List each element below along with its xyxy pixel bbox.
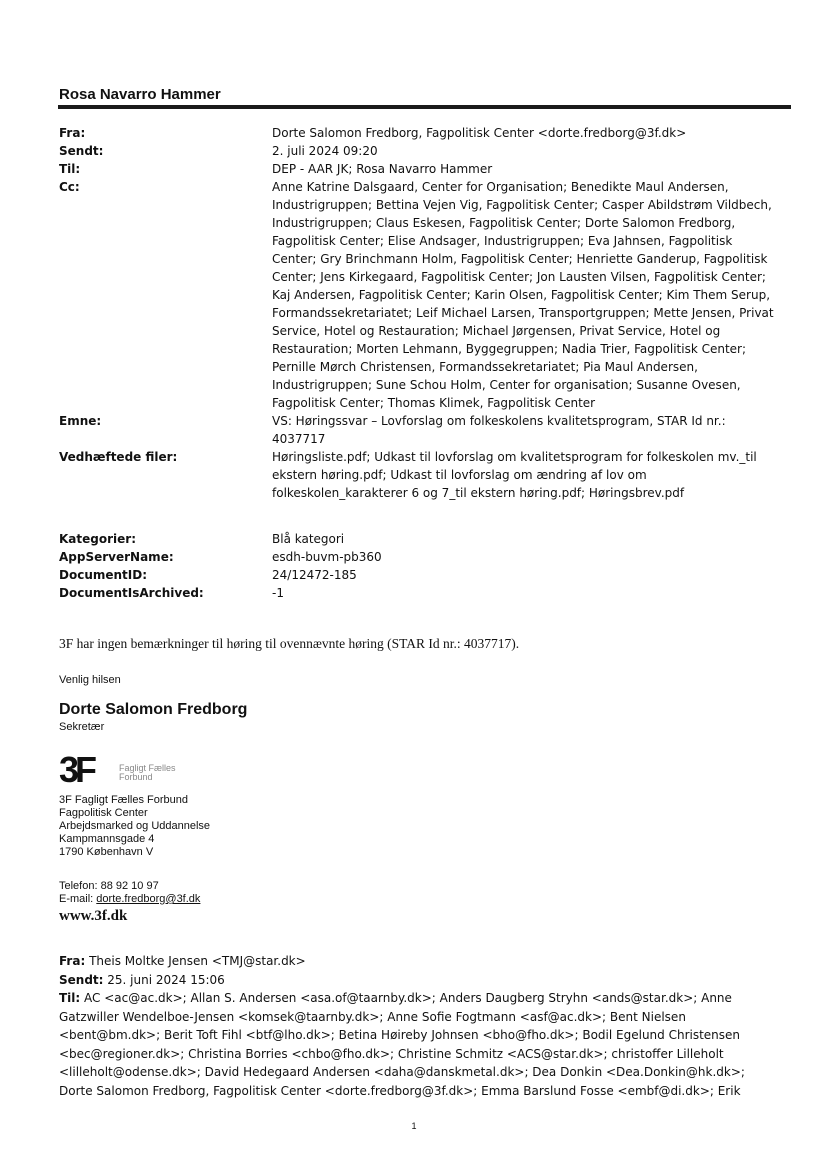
document-id-value: 24/12472-185 bbox=[272, 568, 357, 582]
sent-row bbox=[59, 142, 794, 160]
phone-line bbox=[59, 880, 200, 893]
logo-text-line: Forbund bbox=[119, 772, 153, 782]
fw-to-label: Til: bbox=[59, 991, 81, 1005]
signature-name: Dorte Salomon Fredborg bbox=[59, 701, 248, 718]
cc-line: Center; Jens Kirkegaard, Fagpolitisk Center; Jon Lausten Vilsen, Fagpolitisk Center; bbox=[272, 270, 766, 284]
signature-contact bbox=[59, 880, 200, 906]
sent-label: Sendt: bbox=[59, 144, 104, 158]
attachments-line: Høringsliste.pdf; Udkast til lovforslag om kvalitetsprogram for folkeskolen mv._til bbox=[272, 450, 757, 464]
subject-label: Emne: bbox=[59, 414, 102, 428]
phone-value: 88 92 10 97 bbox=[100, 880, 159, 892]
email-label: E-mail: bbox=[59, 893, 94, 905]
cc-line: Center; Gry Brinchmann Holm, Fagpolitisk Center; Henriette Ganderup, Fagpolitisk bbox=[272, 252, 768, 266]
subject-line: VS: Høringssvar – Lovforslag om folkeskolens kvalitetsprogram, STAR Id nr.: bbox=[272, 414, 726, 428]
signature-address bbox=[59, 794, 210, 859]
cc-line: Service, Hotel og Restauration; Michael Jørgensen, Privat Service, Hotel og bbox=[272, 324, 721, 338]
document-metadata bbox=[59, 530, 794, 602]
cc-line: Anne Katrine Dalsgaard, Center for Organisation; Benedikte Maul Andersen, bbox=[272, 180, 729, 194]
fw-sent-value: 25. juni 2024 15:06 bbox=[107, 972, 225, 987]
cc-line: Industrigruppen; Sune Schou Holm, Center for organisation; Susanne Ovesen, bbox=[272, 378, 741, 392]
fw-to-line: Dorte Salomon Fredborg, Fagpolitisk Center <dorte.fredborg@3f.dk>; Emma Barslund Fosse <embf@di.dk>; Erik bbox=[59, 1083, 741, 1098]
from-value: Dorte Salomon Fredborg, Fagpolitisk Center <dorte.fredborg@3f.dk> bbox=[272, 126, 687, 140]
subject-line: 4037717 bbox=[272, 432, 326, 446]
appserver-value: esdh-buvm-pb360 bbox=[272, 550, 382, 564]
cc-line: Kaj Andersen, Fagpolitisk Center; Karin Olsen, Fagpolitisk Center; Kim Them Serup, bbox=[272, 288, 771, 302]
mailbox-owner-name: Rosa Navarro Hammer bbox=[59, 86, 221, 103]
logo-mark: 3F bbox=[59, 749, 94, 790]
cc-line: Formandssekretariatet; Leif Michael Larsen, Transportgruppen; Mette Jensen, Privat bbox=[272, 306, 774, 320]
to-label: Til: bbox=[59, 162, 81, 176]
fw-to-line: Gatzwiller Wendelboe-Jensen <komsek@taarnby.dk>; Anne Sofie Fogtmann <asf@ac.dk>; Bent Nielsen bbox=[59, 1009, 686, 1024]
sent-value: 2. juli 2024 09:20 bbox=[272, 144, 378, 158]
3f-logo bbox=[59, 749, 199, 790]
cc-line: Restauration; Morten Lehmann, Byggegruppen; Nadia Trier, Fagpolitisk Center; bbox=[272, 342, 747, 356]
address-line: 1790 København V bbox=[59, 846, 154, 858]
fw-from-value: Theis Moltke Jensen <TMJ@star.dk> bbox=[89, 954, 306, 968]
address-line: Fagpolitisk Center bbox=[59, 807, 148, 819]
cc-line: Pernille Mørch Christensen, Formandssekretariatet; Pia Maul Andersen, bbox=[272, 360, 698, 374]
category-label: Kategorier: bbox=[59, 532, 136, 546]
attachments-row bbox=[59, 448, 794, 502]
cc-line: Fagpolitisk Center; Thomas Klimek, Fagpolitisk Center bbox=[272, 396, 596, 410]
page-number: 1 bbox=[411, 1121, 417, 1131]
website-link[interactable]: www.3f.dk bbox=[59, 908, 128, 924]
attachments-line: ekstern høring.pdf; Udkast til lovforslag om ændring af lov om bbox=[272, 468, 647, 482]
address-line: Kampmannsgade 4 bbox=[59, 833, 155, 845]
from-row bbox=[59, 124, 794, 142]
phone-label: Telefon: bbox=[59, 880, 98, 892]
logo-text-line: Fagligt Fælles bbox=[119, 763, 176, 773]
archived-label: DocumentIsArchived: bbox=[59, 586, 204, 600]
attachments-line: folkeskolen_karakterer 6 og 7_til ekstern høring.pdf; Høringsbrev.pdf bbox=[272, 486, 685, 500]
email-header bbox=[59, 124, 794, 502]
fw-to-line: <bent@bm.dk>; Berit Toft Fihl <btf@lho.dk>; Betina Høireby Johnsen <bho@fho.dk>; Bodil Egelund Christensen bbox=[59, 1028, 741, 1042]
email-line bbox=[59, 893, 200, 906]
from-label: Fra: bbox=[59, 126, 86, 140]
appserver-row bbox=[59, 548, 794, 566]
category-value: Blå kategori bbox=[272, 532, 345, 546]
message-body: 3F har ingen bemærkninger til høring til ovennævnte høring (STAR Id nr.: 4037717). bbox=[59, 636, 520, 651]
archived-row bbox=[59, 584, 794, 602]
cc-line: Industrigruppen; Claus Eskesen, Fagpolitisk Center; Dorte Salomon Fredborg, bbox=[272, 216, 736, 230]
archived-value: -1 bbox=[272, 586, 284, 600]
to-row bbox=[59, 160, 794, 178]
email-link[interactable]: dorte.fredborg@3f.dk bbox=[96, 893, 201, 905]
attachments-label: Vedhæftede filer: bbox=[59, 450, 178, 464]
cc-label: Cc: bbox=[59, 180, 80, 194]
address-line: Arbejdsmarked og Uddannelse bbox=[59, 820, 211, 832]
appserver-label: AppServerName: bbox=[59, 550, 174, 564]
fw-from-label: Fra: bbox=[59, 954, 86, 968]
logo-text bbox=[119, 764, 176, 782]
fw-from-row bbox=[59, 952, 794, 971]
address-line: 3F Fagligt Fælles Forbund bbox=[59, 794, 188, 806]
signature-title: Sekretær bbox=[59, 721, 105, 733]
document-id-row bbox=[59, 566, 794, 584]
header-rule bbox=[58, 105, 791, 109]
fw-to-line: <lilleholt@odense.dk>; David Hedegaard Andersen <daha@danskmetal.dk>; Dea Donkin <Dea.Donkin@hk.dk>; bbox=[59, 1065, 745, 1079]
greeting: Venlig hilsen bbox=[59, 674, 121, 686]
cc-value bbox=[272, 178, 794, 412]
to-value: DEP - AAR JK; Rosa Navarro Hammer bbox=[272, 162, 493, 176]
attachments-value bbox=[272, 448, 794, 502]
cc-line: Fagpolitisk Center; Elise Andsager, Industrigruppen; Eva Jahnsen, Fagpolitisk bbox=[272, 234, 733, 248]
cc-line: Industrigruppen; Bettina Vejen Vig, Fagpolitisk Center; Casper Abildstrøm Vildbech, bbox=[272, 198, 772, 212]
fw-to-line: AC <ac@ac.dk>; Allan S. Andersen <asa.of@taarnby.dk>; Anders Daugberg Stryhn <ands@star.dk>; Anne bbox=[84, 991, 732, 1005]
fw-sent-row bbox=[59, 971, 794, 990]
fw-sent-label: Sendt: bbox=[59, 972, 104, 987]
subject-row bbox=[59, 412, 794, 448]
cc-row bbox=[59, 178, 794, 412]
category-row bbox=[59, 530, 794, 548]
subject-value bbox=[272, 412, 794, 448]
document-id-label: DocumentID: bbox=[59, 568, 148, 582]
fw-to-line: <bec@regioner.dk>; Christina Borries <chbo@fho.dk>; Christine Schmitz <ACS@star.dk>; christoffer Lilleholt bbox=[59, 1046, 724, 1061]
fw-to-row bbox=[59, 989, 794, 1008]
forwarded-header bbox=[59, 952, 794, 1100]
